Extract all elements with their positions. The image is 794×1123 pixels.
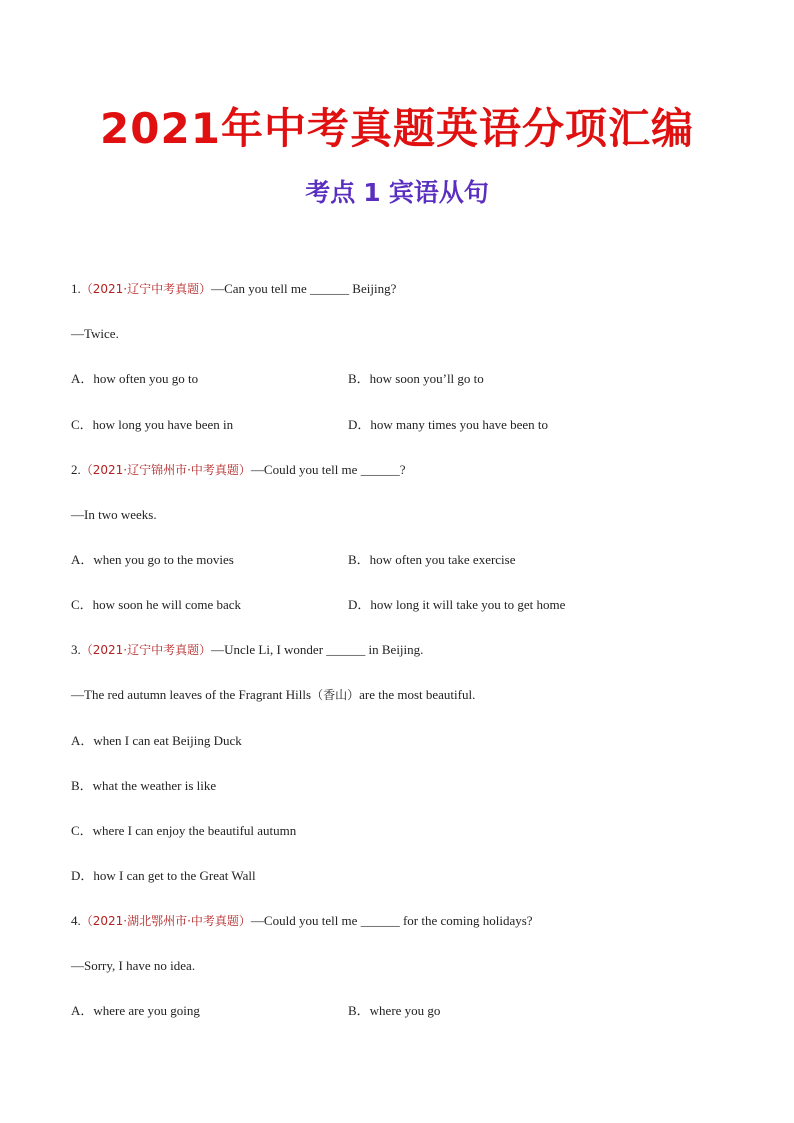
question-source: （2021·辽宁中考真题） bbox=[80, 282, 212, 296]
question-number: 3. bbox=[71, 642, 81, 657]
question-text: —Could you tell me ______? bbox=[250, 462, 406, 477]
question-4-option-a[interactable]: A．where are you going bbox=[71, 1003, 200, 1018]
subtitle-number: 1 bbox=[363, 178, 381, 207]
question-3-option-b[interactable]: B．what the weather is like bbox=[71, 778, 217, 793]
question-number: 2. bbox=[71, 462, 81, 477]
question-3-option-d[interactable]: D．how I can get to the Great Wall bbox=[71, 868, 256, 883]
reply-text-start: —The red autumn leaves of the Fragrant Hills bbox=[71, 687, 312, 702]
question-3-option-c[interactable]: C．where I can enjoy the beautiful autumn bbox=[71, 823, 297, 838]
question-2-option-b[interactable]: B．how often you take exercise bbox=[348, 552, 516, 567]
question-4-stem bbox=[71, 912, 533, 930]
question-2-option-c[interactable]: C．how soon he will come back bbox=[71, 597, 242, 612]
page-subtitle bbox=[0, 176, 794, 210]
question-3-option-a[interactable]: A．when I can eat Beijing Duck bbox=[71, 733, 242, 748]
question-number: 4. bbox=[71, 913, 81, 928]
reply-text-chinese: （香山） bbox=[311, 688, 360, 702]
question-text: —Could you tell me ______ for the coming holidays? bbox=[250, 913, 533, 928]
question-number: 1. bbox=[71, 281, 81, 296]
question-text: —Can you tell me ______ Beijing? bbox=[211, 281, 397, 296]
question-1-option-d[interactable]: D．how many times you have been to bbox=[348, 417, 549, 432]
subtitle-prefix: 考点 bbox=[305, 178, 356, 207]
question-1-reply: —Twice. bbox=[71, 326, 119, 341]
question-2-option-d[interactable]: D．how long it will take you to get home bbox=[348, 597, 566, 612]
question-4-option-b[interactable]: B．where you go bbox=[348, 1003, 441, 1018]
question-1-stem bbox=[71, 280, 396, 298]
question-4-reply: —Sorry, I have no idea. bbox=[71, 958, 196, 973]
question-source: （2021·辽宁锦州市·中考真题） bbox=[80, 463, 251, 477]
question-3-stem bbox=[71, 641, 423, 659]
reply-text-end: are the most beautiful. bbox=[359, 687, 476, 702]
question-3-reply bbox=[71, 686, 475, 704]
page-title: 2021年中考真题英语分项汇编 bbox=[100, 104, 694, 153]
question-1-option-c[interactable]: C．how long you have been in bbox=[71, 417, 234, 432]
subtitle-topic: 宾语从句 bbox=[388, 178, 489, 207]
question-2-option-a[interactable]: A．when you go to the movies bbox=[71, 552, 234, 567]
question-1-option-a[interactable]: A．how often you go to bbox=[71, 371, 199, 386]
question-source: （2021·湖北鄂州市·中考真题） bbox=[80, 914, 251, 928]
question-text: —Uncle Li, I wonder ______ in Beijing. bbox=[211, 642, 424, 657]
question-1-option-b[interactable]: B．how soon you’ll go to bbox=[348, 371, 484, 386]
question-2-stem bbox=[71, 461, 405, 479]
question-source: （2021·辽宁中考真题） bbox=[80, 643, 212, 657]
question-2-reply: —In two weeks. bbox=[71, 507, 157, 522]
